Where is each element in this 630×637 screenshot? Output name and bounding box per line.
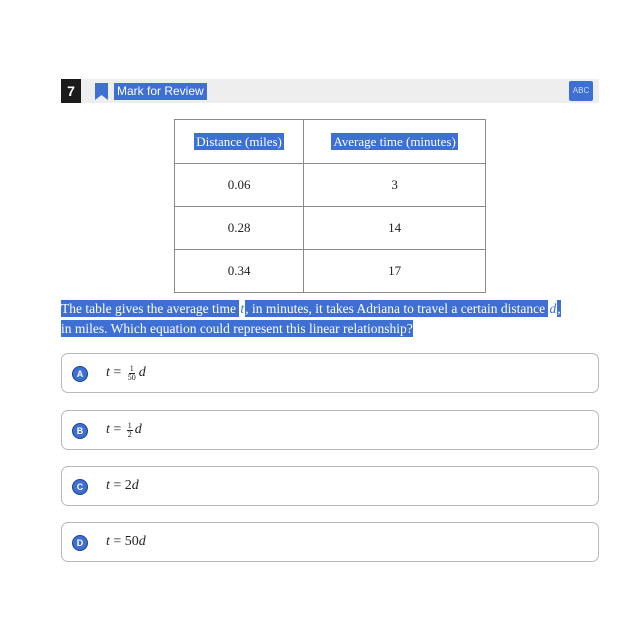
- mark-for-review-button[interactable]: [95, 83, 207, 100]
- variable-t: t: [240, 301, 245, 316]
- question-text-segment: , in minutes, it takes Adriana to travel a certain distance: [245, 301, 549, 316]
- answer-choice-a[interactable]: [61, 353, 599, 393]
- variable-d: d: [549, 301, 557, 316]
- choice-equation: t = 50 d: [106, 534, 146, 549]
- table-cell: 17: [304, 250, 486, 293]
- choice-equation: t = 2 d: [106, 478, 139, 493]
- question-text-segment: The table gives the average time: [61, 301, 240, 316]
- question-header: [61, 79, 599, 103]
- table-cell: 3: [304, 164, 486, 207]
- bookmark-icon: [95, 83, 108, 100]
- data-table: [174, 119, 486, 293]
- question-text-segment: ,: [557, 301, 561, 316]
- choice-letter-badge: D: [72, 535, 88, 551]
- table-cell: 0.06: [175, 164, 304, 207]
- table-header-cell: Distance (miles): [175, 120, 304, 164]
- answer-choice-d[interactable]: [61, 522, 599, 562]
- table-row: [175, 164, 486, 207]
- table-row: [175, 250, 486, 293]
- choice-letter-badge: C: [72, 479, 88, 495]
- fraction: $\frac{1}{2}$: [127, 420, 132, 439]
- choice-equation: t = $\frac{1}{2}$ d: [106, 420, 142, 439]
- choice-letter-badge: A: [72, 366, 88, 382]
- question-text-segment: in miles. Which equation could represent this linear relationship?: [61, 321, 413, 336]
- table-cell: 0.28: [175, 207, 304, 250]
- table-header-row: [175, 120, 486, 164]
- question-text: [61, 299, 601, 339]
- table-row: [175, 207, 486, 250]
- answer-choice-b[interactable]: [61, 410, 599, 450]
- question-number: 7: [61, 79, 81, 103]
- choice-equation: t = $\frac{1}{50}$ d: [106, 363, 146, 382]
- table-cell: 0.34: [175, 250, 304, 293]
- abc-strikethrough-button[interactable]: ABC: [569, 81, 593, 101]
- answer-choice-c[interactable]: [61, 466, 599, 506]
- table-cell: 14: [304, 207, 486, 250]
- choice-letter-badge: B: [72, 423, 88, 439]
- fraction: $\frac{1}{50}$: [127, 363, 136, 382]
- table-header-cell: Average time (minutes): [304, 120, 486, 164]
- mark-for-review-label: Mark for Review: [114, 83, 207, 100]
